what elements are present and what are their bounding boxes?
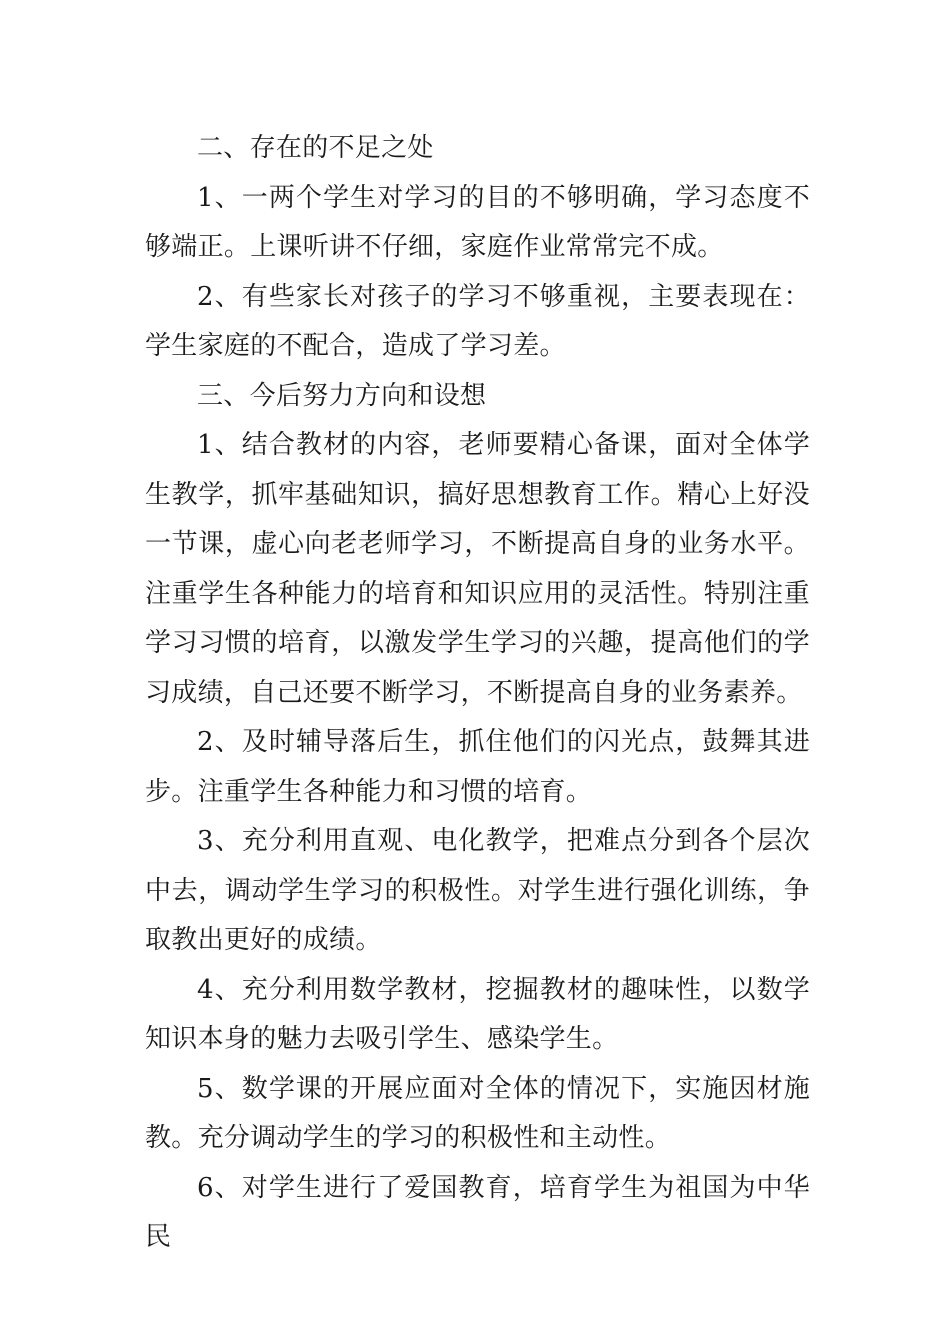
paragraph: 5、数学课的开展应面对全体的情况下，实施因材施教。充分调动学生的学习的积极性和主动性。: [145, 1073, 810, 1153]
paragraph: 2、及时辅导落后生，抓住他们的闪光点，鼓舞其进步。注重学生各种能力和习惯的培育。: [145, 727, 810, 807]
paragraph: 6、对学生进行了爱国教育，培育学生为祖国为中华民: [145, 1172, 810, 1252]
section-heading-future-plans: 三、今后努力方向和设想: [197, 380, 487, 411]
paragraph: 3、充分利用直观、电化教学，把难点分到各个层次中去，调动学生学习的积极性。对学生进行强化训练，争取教出更好的成绩。: [145, 826, 810, 955]
paragraph: 1、结合教材的内容，老师要精心备课，面对全体学生教学，抓牢基础知识，搞好思想教育工作。精心上好没一节课，虚心向老老师学习，不断提高自身的业务水平。注重学生各种能力的培育和知识应用的灵活性。特别注重学习习惯的培育，以激发学生学习的兴趣，提高他们的学习成绩，自己还要不断学习，不断提高自身的业务素养。: [145, 430, 810, 708]
paragraph: 2、有些家长对孩子的学习不够重视，主要表现在：学生家庭的不配合，造成了学习差。: [145, 281, 810, 361]
section-heading-shortcomings: 二、存在的不足之处: [197, 133, 434, 163]
paragraph: 4、充分利用数学教材，挖掘教材的趣味性，以数学知识本身的魅力去吸引学生、感染学生。: [145, 974, 810, 1054]
document-body: [145, 124, 810, 1263]
paragraph: 1、一两个学生对学习的目的不够明确，学习态度不够端正。上课听讲不仔细，家庭作业常常完不成。: [145, 182, 810, 262]
